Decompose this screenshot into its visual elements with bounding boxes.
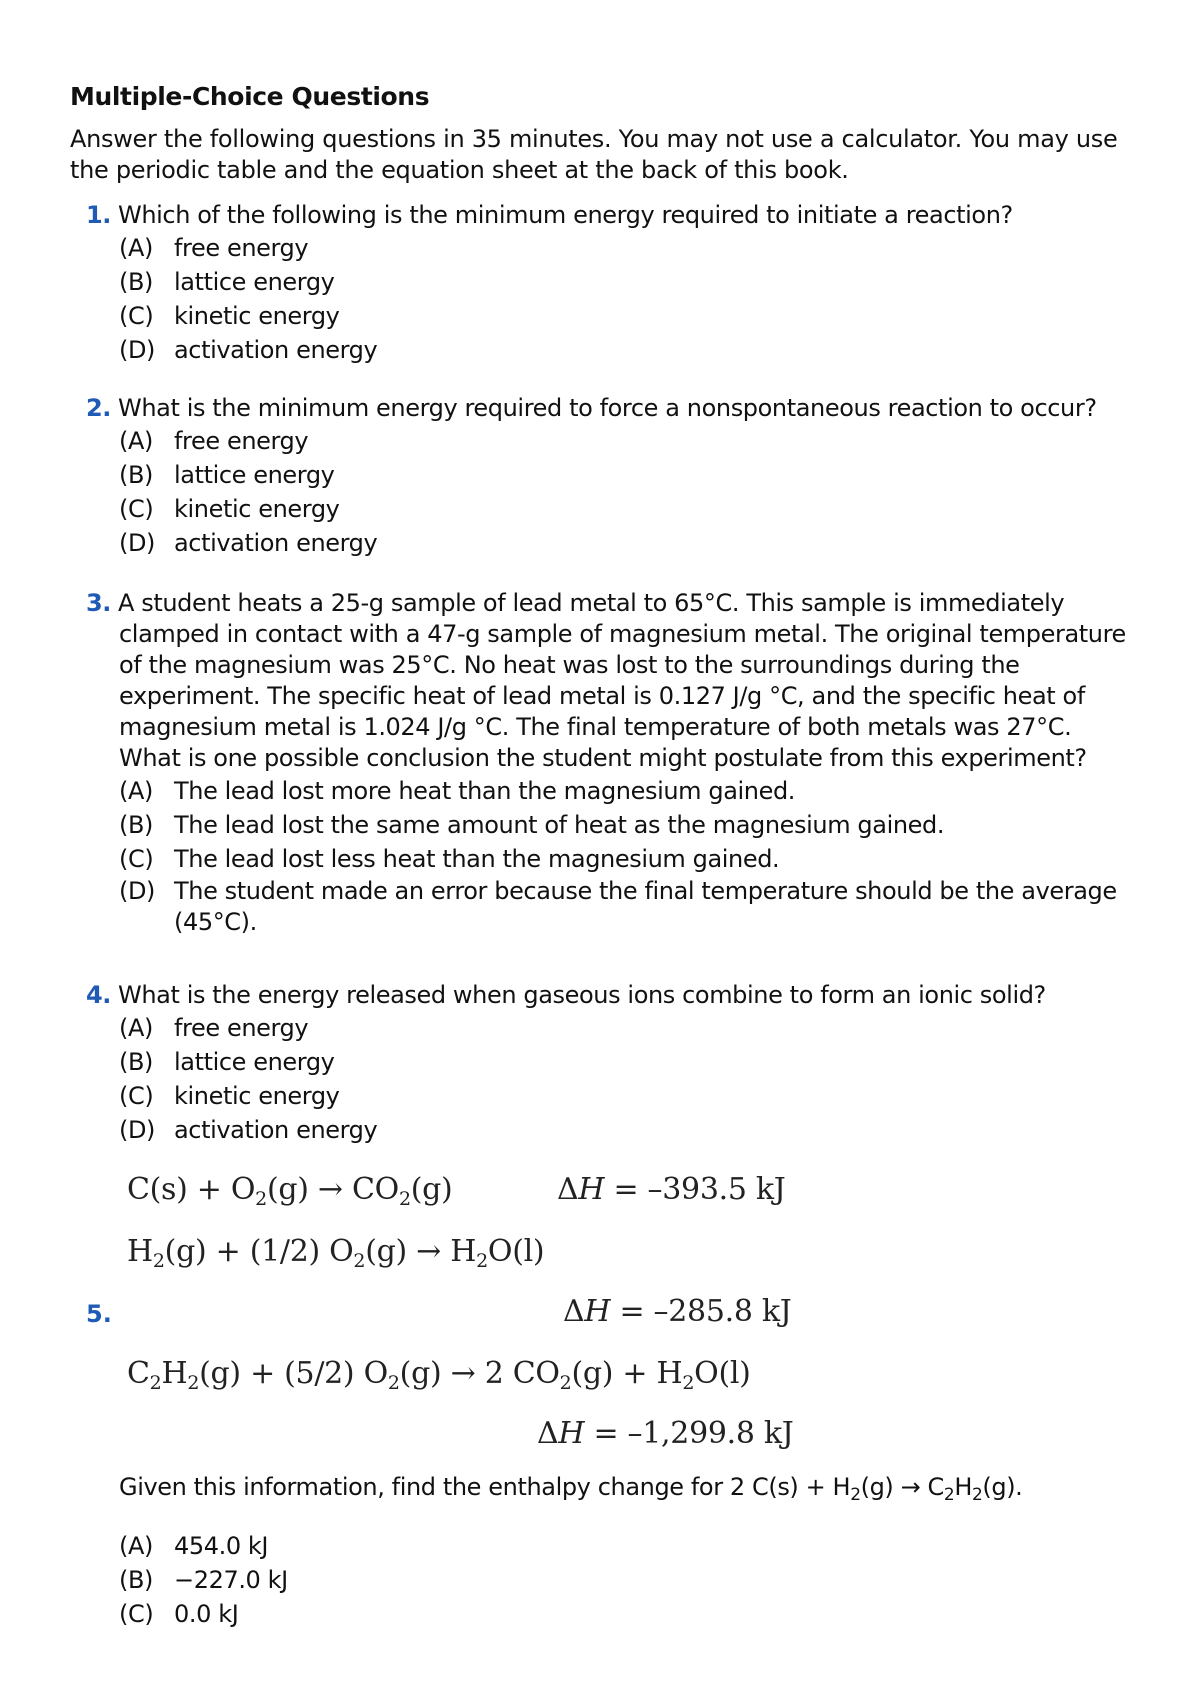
option-text: lattice energy <box>174 268 335 296</box>
question-5-options <box>86 1529 686 1631</box>
question-stem-first-line: A student heats a 25-g sample of lead metal to 65°C. This sample is immediately <box>118 589 1065 617</box>
option-text: free energy <box>174 1014 309 1042</box>
equation-3: $C_2H_2(g) + (5/2) O_2(g) \to 2$ $CO_2(g) + H_2O(l)$ <box>127 1356 751 1394</box>
equation-2-enthalpy: ΔH = –285.8 kJ <box>563 1294 792 1329</box>
option-letter: (A) <box>119 1532 153 1560</box>
question-stem: Which of the following is the minimum energy required to initiate a reaction? <box>118 201 1013 229</box>
answer-option[interactable] <box>119 1529 686 1563</box>
option-letter: (B) <box>119 268 153 296</box>
answer-option[interactable] <box>119 458 1136 492</box>
option-letter: (B) <box>119 811 153 839</box>
option-text: activation energy <box>174 336 378 364</box>
instructions-paragraph: Answer the following questions in 35 minutes. You may not use a calculator. You may use the periodic table and the equation sheet at the back of this book. <box>70 125 1118 184</box>
option-text: activation energy <box>174 529 378 557</box>
answer-option[interactable] <box>119 1079 1136 1113</box>
option-letter: (A) <box>119 234 153 262</box>
answer-option[interactable] <box>119 876 1136 938</box>
question-2 <box>86 393 1136 560</box>
option-text: lattice energy <box>174 461 335 489</box>
option-letter: (B) <box>119 1048 153 1076</box>
question-number: 3. <box>86 589 112 617</box>
option-text: 454.0 kJ <box>174 1532 269 1560</box>
question-number-5: 5. <box>86 1300 112 1328</box>
question-number: 1. <box>86 201 112 229</box>
answer-option[interactable] <box>119 231 1136 265</box>
question-stem-continued: clamped in contact with a 47-g sample of magnesium metal. The original temperature of the magnesium was 25°C. No heat was lost to the surroundings during the experiment. The specific heat of lead metal is 0.127 J/g °C, and the specific heat of magnesium metal is 1.024 J/g °C. The final temperature of both metals was 27°C. What is one possible conclusion the student might postulate from this experiment? <box>119 620 1126 772</box>
option-letter: (D) <box>119 877 156 905</box>
option-letter: (B) <box>119 1566 153 1594</box>
question-number: 4. <box>86 981 112 1009</box>
answer-option[interactable] <box>119 526 1136 560</box>
answer-option[interactable] <box>119 842 1136 876</box>
question-stem: What is the minimum energy required to force a nonspontaneous reaction to occur? <box>118 394 1097 422</box>
question-1 <box>86 200 1136 367</box>
option-text: activation energy <box>174 1116 378 1144</box>
option-letter: (A) <box>119 427 153 455</box>
option-letter: (C) <box>119 845 154 873</box>
answer-option[interactable] <box>119 1113 1136 1147</box>
option-text: lattice energy <box>174 1048 335 1076</box>
answer-option[interactable] <box>119 1597 686 1631</box>
option-letter: (D) <box>119 336 156 364</box>
option-text: The lead lost more heat than the magnesium gained. <box>174 777 796 805</box>
option-text: The lead lost the same amount of heat as the magnesium gained. <box>174 811 945 839</box>
section-heading: Multiple-Choice Questions <box>70 82 430 111</box>
option-letter: (A) <box>119 1014 153 1042</box>
answer-option[interactable] <box>119 492 1136 526</box>
question-stem: What is the energy released when gaseous ions combine to form an ionic solid? <box>118 981 1046 1009</box>
option-letter: (D) <box>119 529 156 557</box>
option-letter: (C) <box>119 1082 154 1110</box>
equation-2: $H_2(g) + (1/2) O_2(g) \to H_2O(l)$ <box>127 1234 545 1272</box>
option-letter: (C) <box>119 1600 154 1628</box>
answer-option[interactable] <box>119 299 1136 333</box>
answer-option[interactable] <box>119 1563 686 1597</box>
option-text: free energy <box>174 234 309 262</box>
option-letter: (C) <box>119 302 154 330</box>
question-4 <box>86 980 1136 1147</box>
question-number: 2. <box>86 394 112 422</box>
equation-1-enthalpy: ΔH = –393.5 kJ <box>557 1172 786 1207</box>
answer-option[interactable] <box>119 1011 1136 1045</box>
answer-option[interactable] <box>119 265 1136 299</box>
answer-option[interactable] <box>119 424 1136 458</box>
equation-1: $C(s) + O_2(g) \to CO_2(g)$ <box>127 1172 453 1210</box>
option-text: kinetic energy <box>174 495 340 523</box>
option-letter: (C) <box>119 495 154 523</box>
question-3 <box>86 588 1136 938</box>
option-letter: (B) <box>119 461 153 489</box>
option-text: kinetic energy <box>174 1082 340 1110</box>
option-text: free energy <box>174 427 309 455</box>
answer-option[interactable] <box>119 808 1136 842</box>
option-text: The lead lost less heat than the magnesium gained. <box>174 845 780 873</box>
answer-option[interactable] <box>119 774 1136 808</box>
option-letter: (A) <box>119 777 153 805</box>
option-text: The student made an error because the final temperature should be the average (45°C). <box>174 877 1117 936</box>
option-letter: (D) <box>119 1116 156 1144</box>
equation-3-enthalpy: ΔH = –1,299.8 kJ <box>537 1416 794 1451</box>
answer-option[interactable] <box>119 333 1136 367</box>
question-5-stem: Given this information, find the enthalpy change for 2 $C(s) + H_2(g) \to C_2H_2(g)$. <box>119 1473 1023 1505</box>
option-text: kinetic energy <box>174 302 340 330</box>
answer-option[interactable] <box>119 1045 1136 1079</box>
option-text: 0.0 kJ <box>174 1600 239 1628</box>
option-text: −227.0 kJ <box>174 1566 288 1594</box>
